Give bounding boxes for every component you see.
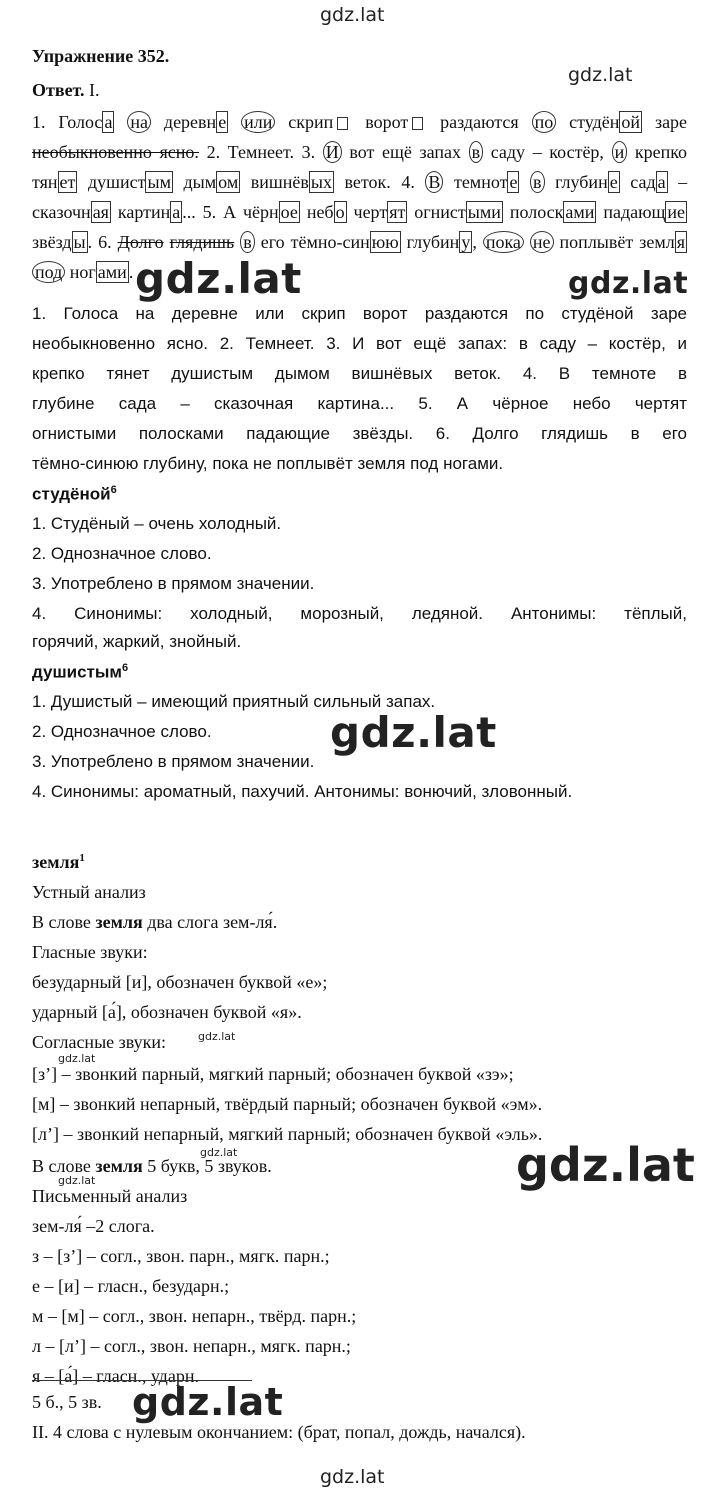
analysis-line: Согласные звуки: xyxy=(32,1032,167,1052)
analysis-line: ударный [а́], обозначен буквой «я». xyxy=(32,1002,302,1022)
analysis-line: [з’] – звонкий парный, мягкий парный; обозначен буквой «зэ»; xyxy=(32,1064,514,1084)
analysis-line: 3. Употреблено в прямом значении. xyxy=(32,574,315,593)
analysis-line: безударный [и], обозначен буквой «е»; xyxy=(32,972,328,992)
analysis-line: 4. Синонимы: ароматный, пахучий. Антонимы: вонючий, зловонный. xyxy=(32,782,573,801)
answer-label: Ответ. xyxy=(32,80,85,100)
watermark: gdz.lat xyxy=(58,1052,96,1065)
analysis-line: Гласные звуки: xyxy=(32,942,148,962)
watermark: gdz.lat xyxy=(568,64,633,86)
annotated-line: сказочн ая картин а ... 5. А чёрн ое неб о черт ят огнист ыми полоск ами падающ ие xyxy=(32,202,686,222)
analysis-line: [м] – звонкий непарный, твёрдый парный; обозначен буквой «эм». xyxy=(32,1094,543,1114)
analysis-line: горячий, жаркий, знойный. xyxy=(32,632,242,651)
analysis-line: 2. Однозначное слово. xyxy=(32,722,212,741)
word-heading: душистым$^6$ xyxy=(32,662,129,682)
watermark: gdz.lat xyxy=(58,1174,96,1187)
annotated-line: 1. Голос а на деревн е или скрип ворот раздаются по студён ой заре xyxy=(32,112,688,132)
annotated-line: тян ет душист ым дым ом вишнёв ых веток. 4. В темнот е в глубин е сад а – xyxy=(32,172,688,192)
sentence-line: огнистыми полосками падающие звёзды. 6. Долго глядишь в его xyxy=(32,424,687,443)
analysis-line: 1. Душистый – имеющий приятный сильный запах. xyxy=(32,692,436,711)
answer-part: I. xyxy=(89,80,100,100)
analysis-line: В слове земля два слога зем-ля́. xyxy=(32,912,278,932)
watermark: gdz.lat xyxy=(320,1466,385,1488)
watermark: gdz.lat xyxy=(568,266,689,301)
analysis-line: В слове земля 5 букв, 5 звуков. xyxy=(32,1156,272,1176)
watermark: gdz.lat xyxy=(516,1138,695,1192)
watermark: gdz.lat xyxy=(135,254,302,303)
analysis-line: [л’] – звонкий непарный, мягкий парный; обозначен буквой «эль». xyxy=(32,1124,543,1144)
word-heading: студёной$^6$ xyxy=(32,484,117,504)
annotated-line: под ног ами . xyxy=(32,262,133,283)
sentence-line: 1. Голоса на деревне или скрип ворот раздаются по студёной заре xyxy=(32,304,687,323)
analysis-line: з – [з’] – согл., звон. парн., мягк. парн.; xyxy=(32,1246,330,1266)
analysis-line: я – [а́] – гласн., ударн. xyxy=(32,1366,199,1386)
analysis-line: Устный анализ xyxy=(32,882,146,902)
annotated-line: необыкновенно ясно. 2. Темнеет. 3. И вот ещё запах в саду – костёр, и крепко xyxy=(32,142,688,162)
analysis-line: 5 б., 5 зв. xyxy=(32,1392,102,1412)
sentence-line: крепко тянет душистым дымом вишнёвых веток. 4. В темноте в xyxy=(32,364,687,383)
exercise-title: Упражнение 352. xyxy=(32,46,170,66)
analysis-line: зем-ля́ –2 слога. xyxy=(32,1216,155,1236)
analysis-line: 3. Употреблено в прямом значении. xyxy=(32,752,315,771)
sentence-line: тёмно-синюю глубину, пока не поплывёт земля под ногами. xyxy=(32,454,504,473)
analysis-line: 4. Синонимы: холодный, морозный, ледяной. Антонимы: тёплый, xyxy=(32,604,687,623)
sentence-line: необыкновенно ясно. 2. Темнеет. 3. И вот ещё запах: в саду – костёр, и xyxy=(32,334,687,353)
analysis-line: м – [м] – согл., звон. непарн., твёрд. парн.; xyxy=(32,1306,357,1326)
watermark: gdz.lat xyxy=(200,1146,238,1159)
word-heading: земля$^1$ xyxy=(32,852,85,872)
watermark: gdz.lat xyxy=(320,4,385,26)
analysis-line: е – [и] – гласн., безударн.; xyxy=(32,1276,230,1296)
watermark: gdz.lat xyxy=(132,1380,284,1424)
analysis-line: л – [л’] – согл., звон. непарн., мягк. парн.; xyxy=(32,1336,351,1356)
analysis-line: 1. Студёный – очень холодный. xyxy=(32,514,282,533)
annotated-line: звёзд ы . 6. Долго глядишь в его тёмно-син юю глубин у , пока не поплывёт земл я xyxy=(32,232,686,252)
part-two: II. 4 слова с нулевым окончанием: (брат, попал, дождь, начался). xyxy=(32,1422,526,1442)
answer-heading xyxy=(32,80,100,101)
sentence-line: глубине сада – сказочная картина... 5. А чёрное небо чертят xyxy=(32,394,687,413)
watermark: gdz.lat xyxy=(198,1030,236,1043)
watermark: gdz.lat xyxy=(330,708,497,757)
analysis-line: 2. Однозначное слово. xyxy=(32,544,212,563)
analysis-line: Письменный анализ xyxy=(32,1186,188,1206)
